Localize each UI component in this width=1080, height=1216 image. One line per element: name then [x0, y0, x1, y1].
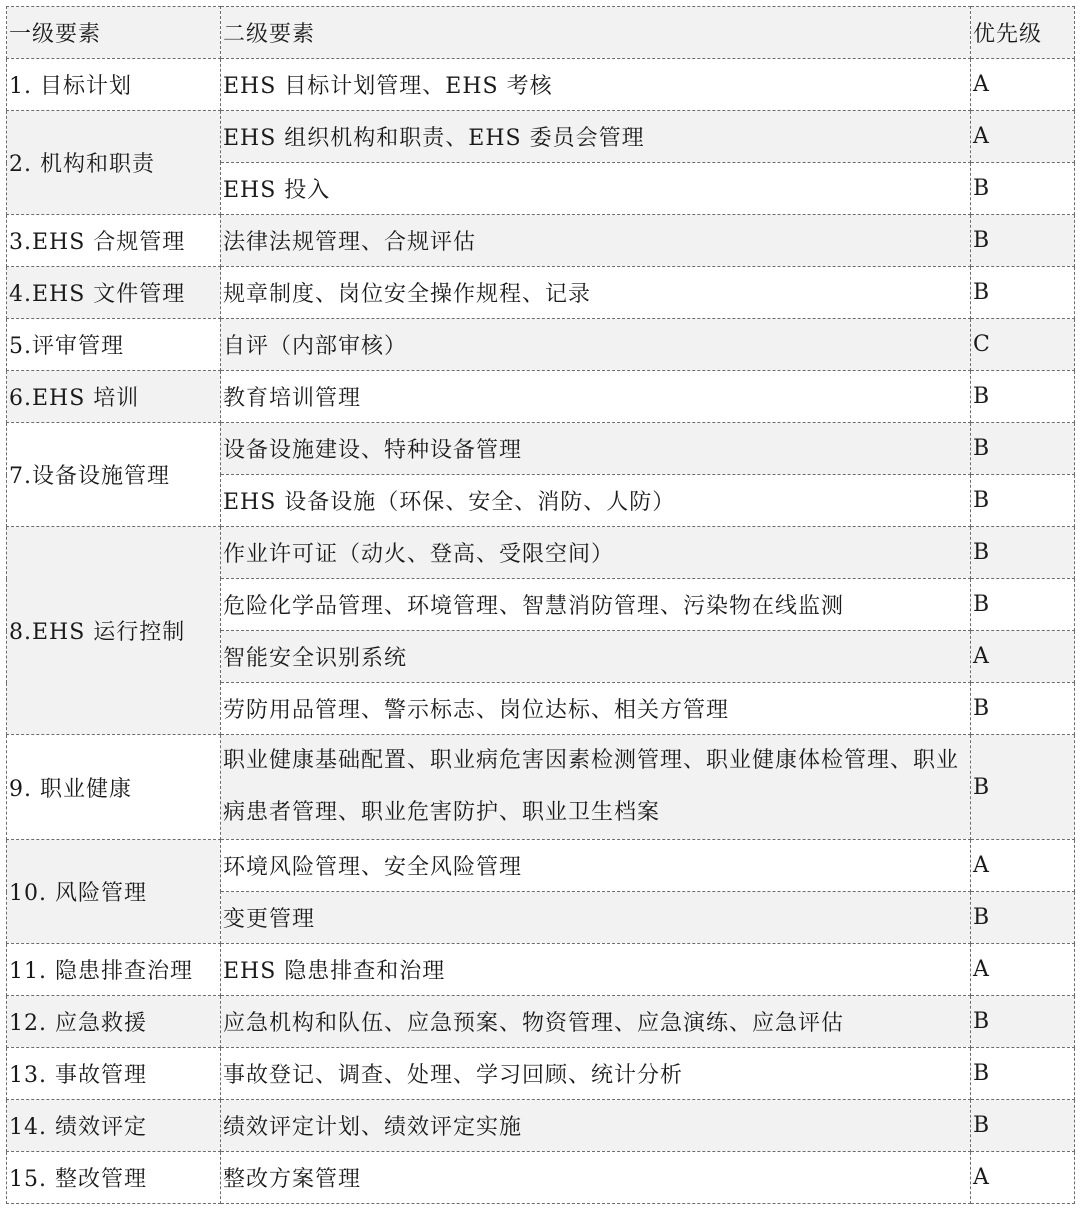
header-secondary-element: 二级要素 — [221, 7, 971, 59]
primary-element-cell: 10. 风险管理 — [7, 840, 221, 944]
priority-cell: B — [971, 1048, 1075, 1100]
table-row — [7, 1100, 1075, 1152]
primary-element-cell: 9. 职业健康 — [7, 735, 221, 840]
priority-cell: A — [971, 944, 1075, 996]
priority-cell: B — [971, 423, 1075, 475]
table-row — [7, 371, 1075, 423]
secondary-element-cell: EHS 隐患排查和治理 — [221, 944, 971, 996]
primary-element-cell: 7.设备设施管理 — [7, 423, 221, 527]
table-row — [7, 59, 1075, 111]
primary-element-cell: 2. 机构和职责 — [7, 111, 221, 215]
primary-element-cell: 4.EHS 文件管理 — [7, 267, 221, 319]
table-header-row — [7, 7, 1075, 59]
secondary-element-cell: 作业许可证（动火、登高、受限空间） — [221, 527, 971, 579]
secondary-element-cell: 劳防用品管理、警示标志、岗位达标、相关方管理 — [221, 683, 971, 735]
table-row — [7, 944, 1075, 996]
priority-cell: C — [971, 319, 1075, 371]
priority-cell: B — [971, 215, 1075, 267]
table-row — [7, 996, 1075, 1048]
secondary-element-cell: 法律法规管理、合规评估 — [221, 215, 971, 267]
secondary-element-cell: 智能安全识别系统 — [221, 631, 971, 683]
secondary-element-cell: 应急机构和队伍、应急预案、物资管理、应急演练、应急评估 — [221, 996, 971, 1048]
secondary-element-cell: 职业健康基础配置、职业病危害因素检测管理、职业健康体检管理、职业病患者管理、职业危害防护、职业卫生档案 — [221, 735, 971, 840]
priority-cell: A — [971, 1152, 1075, 1204]
table-row — [7, 111, 1075, 163]
secondary-element-cell: 教育培训管理 — [221, 371, 971, 423]
primary-element-cell: 6.EHS 培训 — [7, 371, 221, 423]
priority-cell: A — [971, 111, 1075, 163]
secondary-element-cell: 设备设施建设、特种设备管理 — [221, 423, 971, 475]
priority-cell: B — [971, 1100, 1075, 1152]
secondary-element-cell: 自评（内部审核） — [221, 319, 971, 371]
primary-element-cell: 5.评审管理 — [7, 319, 221, 371]
secondary-element-cell: 事故登记、调查、处理、学习回顾、统计分析 — [221, 1048, 971, 1100]
priority-cell: A — [971, 631, 1075, 683]
secondary-element-cell: EHS 设备设施（环保、安全、消防、人防） — [221, 475, 971, 527]
primary-element-cell: 12. 应急救援 — [7, 996, 221, 1048]
table-row — [7, 267, 1075, 319]
priority-cell: B — [971, 683, 1075, 735]
table-row — [7, 215, 1075, 267]
table-row — [7, 423, 1075, 475]
secondary-element-cell: 环境风险管理、安全风险管理 — [221, 840, 971, 892]
priority-cell: B — [971, 475, 1075, 527]
header-primary-element: 一级要素 — [7, 7, 221, 59]
table-row — [7, 840, 1075, 892]
secondary-element-cell: EHS 组织机构和职责、EHS 委员会管理 — [221, 111, 971, 163]
primary-element-cell: 1. 目标计划 — [7, 59, 221, 111]
priority-cell: B — [971, 579, 1075, 631]
secondary-element-cell: 绩效评定计划、绩效评定实施 — [221, 1100, 971, 1152]
primary-element-cell: 11. 隐患排查治理 — [7, 944, 221, 996]
primary-element-cell: 3.EHS 合规管理 — [7, 215, 221, 267]
priority-cell: B — [971, 527, 1075, 579]
primary-element-cell: 14. 绩效评定 — [7, 1100, 221, 1152]
priority-cell: B — [971, 267, 1075, 319]
priority-cell: B — [971, 996, 1075, 1048]
table-row — [7, 735, 1075, 840]
secondary-element-cell: EHS 目标计划管理、EHS 考核 — [221, 59, 971, 111]
table-body — [7, 59, 1075, 1204]
table-row — [7, 1152, 1075, 1204]
secondary-element-cell: EHS 投入 — [221, 163, 971, 215]
priority-cell: A — [971, 59, 1075, 111]
priority-cell: B — [971, 892, 1075, 944]
table-row — [7, 1048, 1075, 1100]
header-priority: 优先级 — [971, 7, 1075, 59]
secondary-element-cell: 危险化学品管理、环境管理、智慧消防管理、污染物在线监测 — [221, 579, 971, 631]
primary-element-cell: 15. 整改管理 — [7, 1152, 221, 1204]
priority-cell: A — [971, 840, 1075, 892]
table-row — [7, 527, 1075, 579]
secondary-element-cell: 整改方案管理 — [221, 1152, 971, 1204]
priority-cell: B — [971, 163, 1075, 215]
priority-cell: B — [971, 371, 1075, 423]
ehs-elements-table — [6, 6, 1075, 1204]
table-row — [7, 319, 1075, 371]
primary-element-cell: 8.EHS 运行控制 — [7, 527, 221, 735]
primary-element-cell: 13. 事故管理 — [7, 1048, 221, 1100]
secondary-element-cell: 变更管理 — [221, 892, 971, 944]
secondary-element-cell: 规章制度、岗位安全操作规程、记录 — [221, 267, 971, 319]
priority-cell: B — [971, 735, 1075, 840]
